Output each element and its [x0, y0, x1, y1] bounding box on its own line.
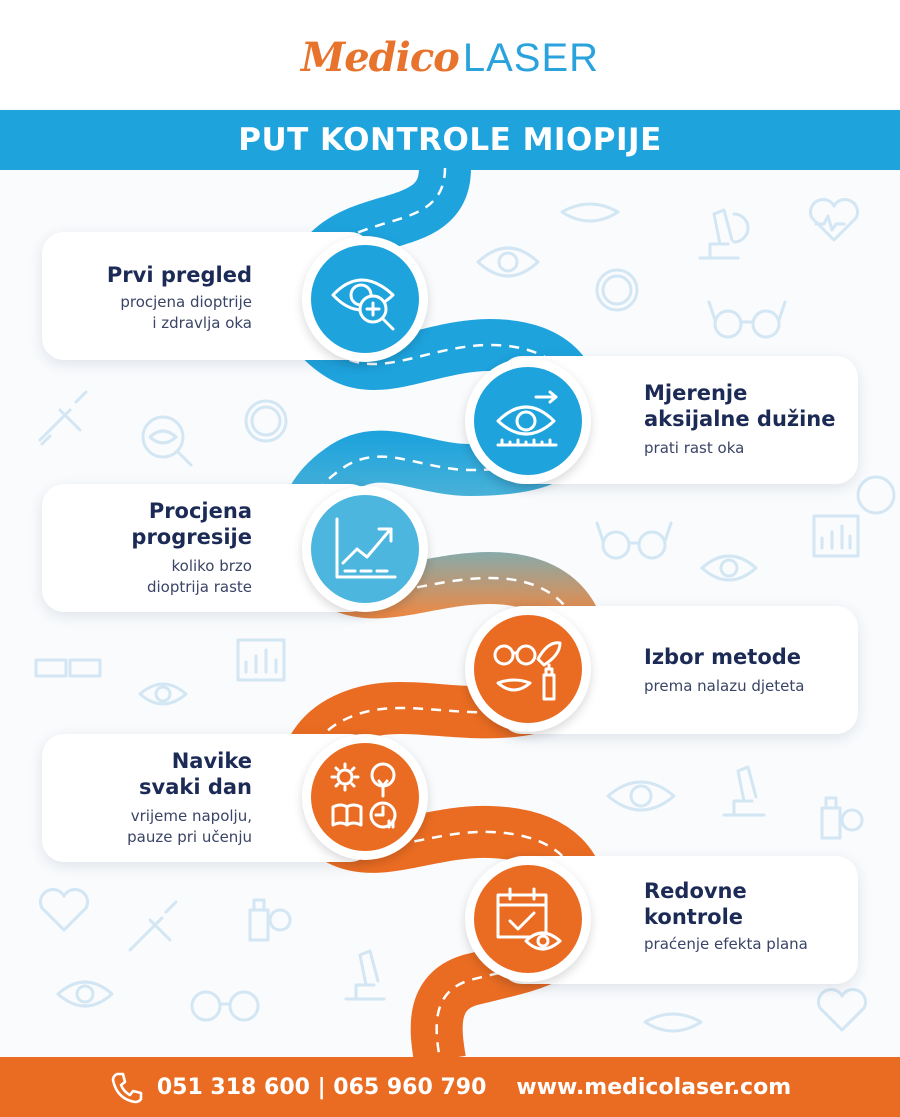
step-2-subtitle: prati rast oka — [644, 439, 745, 457]
step-4-subtitle: prema nalazu djeteta — [644, 677, 805, 695]
website-link[interactable]: www.medicolaser.com — [516, 1074, 792, 1100]
step-1-title: Prvi pregled — [106, 263, 252, 287]
logo-script-text: Medico — [300, 34, 459, 81]
step-6-title: Redovne kontrole — [644, 879, 747, 929]
step-4-title: Izbor metode — [644, 645, 802, 669]
phone-numbers[interactable]: 051 318 600 | 065 960 790 — [156, 1074, 487, 1100]
step-4-circle — [465, 606, 591, 732]
step-5-circle — [302, 734, 428, 860]
calendar-eye-icon — [490, 881, 566, 957]
eye-ruler-icon — [490, 383, 566, 459]
step-3-title: Procjena progresije — [131, 499, 252, 549]
step-3-icon-holder — [311, 495, 419, 603]
eye-magnifier-cross-icon — [327, 261, 403, 337]
step-4-number: 4 — [600, 652, 622, 687]
step-6-subtitle: praćenje efekta plana — [644, 935, 808, 953]
page-title: PUT KONTROLE MIOPIJE — [238, 122, 662, 158]
step-1-number: 1 — [277, 282, 299, 317]
step-1-icon-holder — [311, 245, 419, 353]
step-3-subtitle: koliko brzo dioptrija raste — [146, 557, 252, 596]
step-3-number: 3 — [277, 532, 299, 567]
footer-contact — [0, 1057, 900, 1117]
step-6-number: 6 — [600, 902, 622, 937]
phone-icon — [109, 1070, 143, 1104]
step-1-circle — [302, 236, 428, 362]
step-2-circle — [465, 358, 591, 484]
step-4-icon-holder — [474, 615, 582, 723]
step-5-subtitle: vrijeme napolju, pauze pri učenju — [127, 807, 252, 846]
step-6-icon-holder — [474, 865, 582, 973]
step-6-circle — [465, 856, 591, 982]
step-5-icon-holder — [311, 743, 419, 851]
logo-laser-text: LASER — [462, 36, 600, 80]
sun-tree-book-clock-icon — [327, 759, 403, 835]
step-2-number: 2 — [600, 404, 622, 439]
step-5-title: Navike svaki dan — [139, 749, 252, 799]
rising-chart-icon — [327, 511, 403, 587]
glasses-lenses-drops-icon — [490, 631, 566, 707]
step-3-circle — [302, 486, 428, 612]
step-2-title: Mjerenje aksijalne dužine — [644, 381, 836, 431]
step-2-icon-holder — [474, 367, 582, 475]
step-5-number: 5 — [277, 780, 299, 815]
step-1-subtitle: procjena dioptrije i zdravlja oka — [120, 293, 252, 332]
